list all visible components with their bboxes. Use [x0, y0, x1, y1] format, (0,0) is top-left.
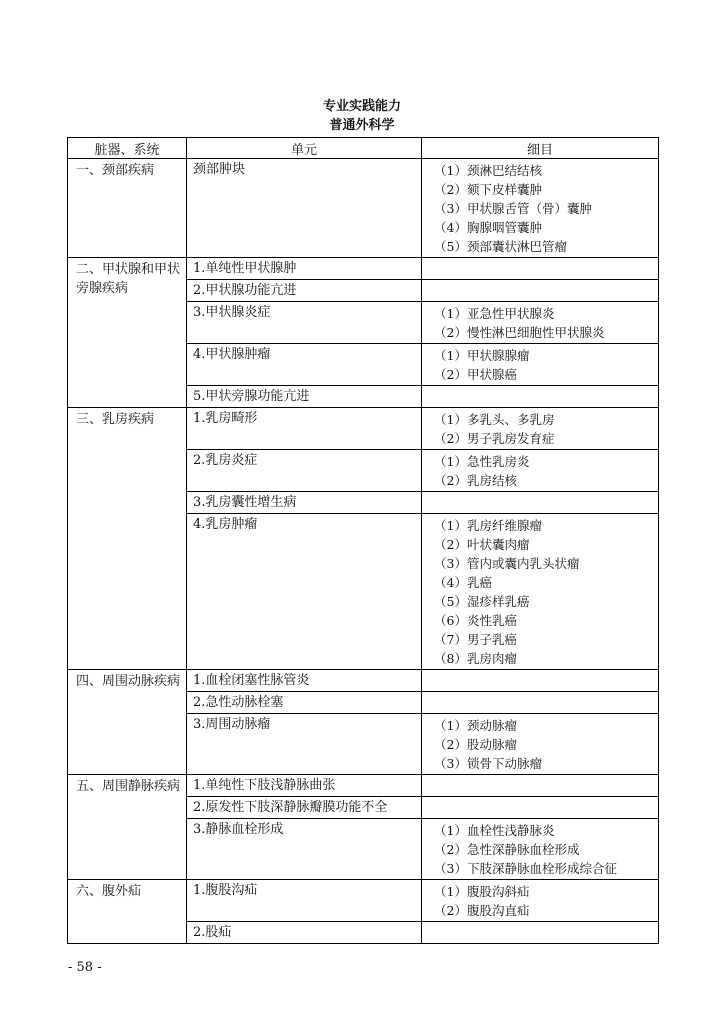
page-number: - 58 -: [68, 960, 102, 975]
unit-cell: 5.甲状旁腺功能亢进: [187, 386, 422, 407]
detail-cell: [422, 922, 658, 943]
detail-item: （1）血栓性浅静脉炎: [434, 823, 555, 838]
detail-item: （4）胸腺咽管囊肿: [434, 220, 542, 235]
detail-cell: [422, 714, 658, 774]
detail-cell: [422, 797, 658, 818]
organ-system-cell: 六、腹外疝: [68, 880, 187, 943]
detail-item: （2）慢性淋巴细胞性甲状腺炎: [434, 325, 605, 340]
unit-cell: 1.血栓闭塞性脉管炎: [187, 670, 422, 691]
detail-item: （2）腹股沟直疝: [434, 903, 530, 918]
detail-cell: [422, 280, 658, 301]
table-row: [187, 514, 658, 669]
table-row: [187, 159, 658, 257]
table-section: [68, 408, 658, 670]
detail-cell: [422, 159, 658, 257]
unit-cell: 3.周围动脉瘤: [187, 714, 422, 774]
table-row: [187, 302, 658, 344]
detail-cell: [422, 450, 658, 491]
detail-cell: [422, 386, 658, 407]
detail-cell: [422, 819, 658, 879]
detail-item: （2）急性深静脉血栓形成: [434, 842, 580, 857]
detail-item: （2）股动脉瘤: [434, 737, 517, 752]
detail-item: （7）男子乳癌: [434, 632, 517, 647]
table-row: [187, 492, 658, 514]
detail-item: （4）乳癌: [434, 575, 492, 590]
unit-cell: 2.股疝: [187, 922, 422, 943]
detail-cell: [422, 344, 658, 385]
table-section: [68, 159, 658, 258]
table-row: [187, 450, 658, 492]
unit-cell: 1.腹股沟疝: [187, 880, 422, 921]
detail-item: （5）湿疹样乳癌: [434, 594, 530, 609]
detail-item: （1）亚急性甲状腺炎: [434, 306, 555, 321]
detail-item: （1）乳房纤维腺瘤: [434, 518, 542, 533]
detail-item: （1）急性乳房炎: [434, 454, 530, 469]
unit-cell: 1.单纯性甲状腺肿: [187, 258, 422, 279]
detail-item: （1）多乳头、多乳房: [434, 412, 555, 427]
detail-item: （6）炎性乳癌: [434, 613, 517, 628]
detail-cell: [422, 492, 658, 513]
table-row: [187, 880, 658, 922]
detail-item: （3）甲状腺舌管（骨）囊肿: [434, 201, 592, 216]
detail-cell: [422, 514, 658, 669]
header-unit: 单元: [187, 138, 422, 158]
organ-system-cell: 二、甲状腺和甲状旁腺疾病: [68, 258, 187, 407]
unit-cell: 1.乳房畸形: [187, 408, 422, 449]
organ-system-cell: 三、乳房疾病: [68, 408, 187, 669]
detail-item: （8）乳房肉瘤: [434, 651, 517, 666]
table-header: [68, 138, 658, 159]
unit-cell: 2.原发性下肢深静脉瓣膜功能不全: [187, 797, 422, 818]
detail-cell: [422, 692, 658, 713]
table-row: [187, 922, 658, 943]
detail-cell: [422, 880, 658, 921]
detail-item: （1）颈动脉瘤: [434, 718, 517, 733]
unit-cell: 3.乳房囊性增生病: [187, 492, 422, 513]
table-row: [187, 670, 658, 692]
unit-cell: 3.甲状腺炎症: [187, 302, 422, 343]
organ-system-cell: 四、周围动脉疾病: [68, 670, 187, 774]
detail-item: （1）甲状腺腺瘤: [434, 348, 530, 363]
detail-item: （2）叶状囊肉瘤: [434, 537, 530, 552]
organ-system-cell: 五、周围静脉疾病: [68, 775, 187, 879]
table-row: [187, 280, 658, 302]
detail-item: （1）颈淋巴结结核: [434, 163, 542, 178]
table-row: [187, 775, 658, 797]
header-detail: 细目: [526, 142, 553, 158]
detail-cell: [422, 408, 658, 449]
table-row: [187, 797, 658, 819]
detail-item: （3）管内或囊内乳头状瘤: [434, 556, 580, 571]
detail-cell: [422, 258, 658, 279]
table-row: [187, 819, 658, 879]
detail-item: （2）男子乳房发育症: [434, 431, 555, 446]
table-row: [187, 692, 658, 714]
table-section: [68, 775, 658, 880]
detail-item: （2）乳房结核: [434, 473, 517, 488]
unit-cell: 2.急性动脉栓塞: [187, 692, 422, 713]
unit-cell: 4.甲状腺肿瘤: [187, 344, 422, 385]
detail-item: （5）颈部囊状淋巴管瘤: [434, 239, 567, 254]
table-row: [187, 258, 658, 280]
detail-item: （3）下肢深静脉血栓形成综合征: [434, 861, 617, 876]
unit-cell: 颈部肿块: [187, 159, 422, 257]
header-organ: 脏器、系统: [68, 138, 187, 158]
document-title: 专业实践能力: [322, 99, 401, 114]
unit-cell: 2.乳房炎症: [187, 450, 422, 491]
syllabus-table: [67, 137, 659, 944]
detail-item: （2）颏下皮样囊肿: [434, 182, 542, 197]
unit-cell: 2.甲状腺功能亢进: [187, 280, 422, 301]
table-row: [187, 408, 658, 450]
detail-item: （2）甲状腺癌: [434, 367, 517, 382]
unit-cell: 3.静脉血栓形成: [187, 819, 422, 879]
table-section: [68, 670, 658, 775]
table-row: [187, 386, 658, 407]
document-subtitle: 普通外科学: [329, 118, 395, 133]
detail-item: （1）腹股沟斜疝: [434, 884, 530, 899]
table-body: [68, 159, 658, 943]
unit-cell: 1.单纯性下肢浅静脉曲张: [187, 775, 422, 796]
table-section: [68, 880, 658, 943]
table-row: [187, 714, 658, 774]
detail-item: （3）锁骨下动脉瘤: [434, 756, 542, 771]
organ-system-cell: 一、颈部疾病: [68, 159, 187, 257]
detail-cell: [422, 302, 658, 343]
table-row: [187, 344, 658, 386]
detail-cell: [422, 670, 658, 691]
detail-cell: [422, 775, 658, 796]
table-section: [68, 258, 658, 408]
unit-cell: 4.乳房肿瘤: [187, 514, 422, 669]
